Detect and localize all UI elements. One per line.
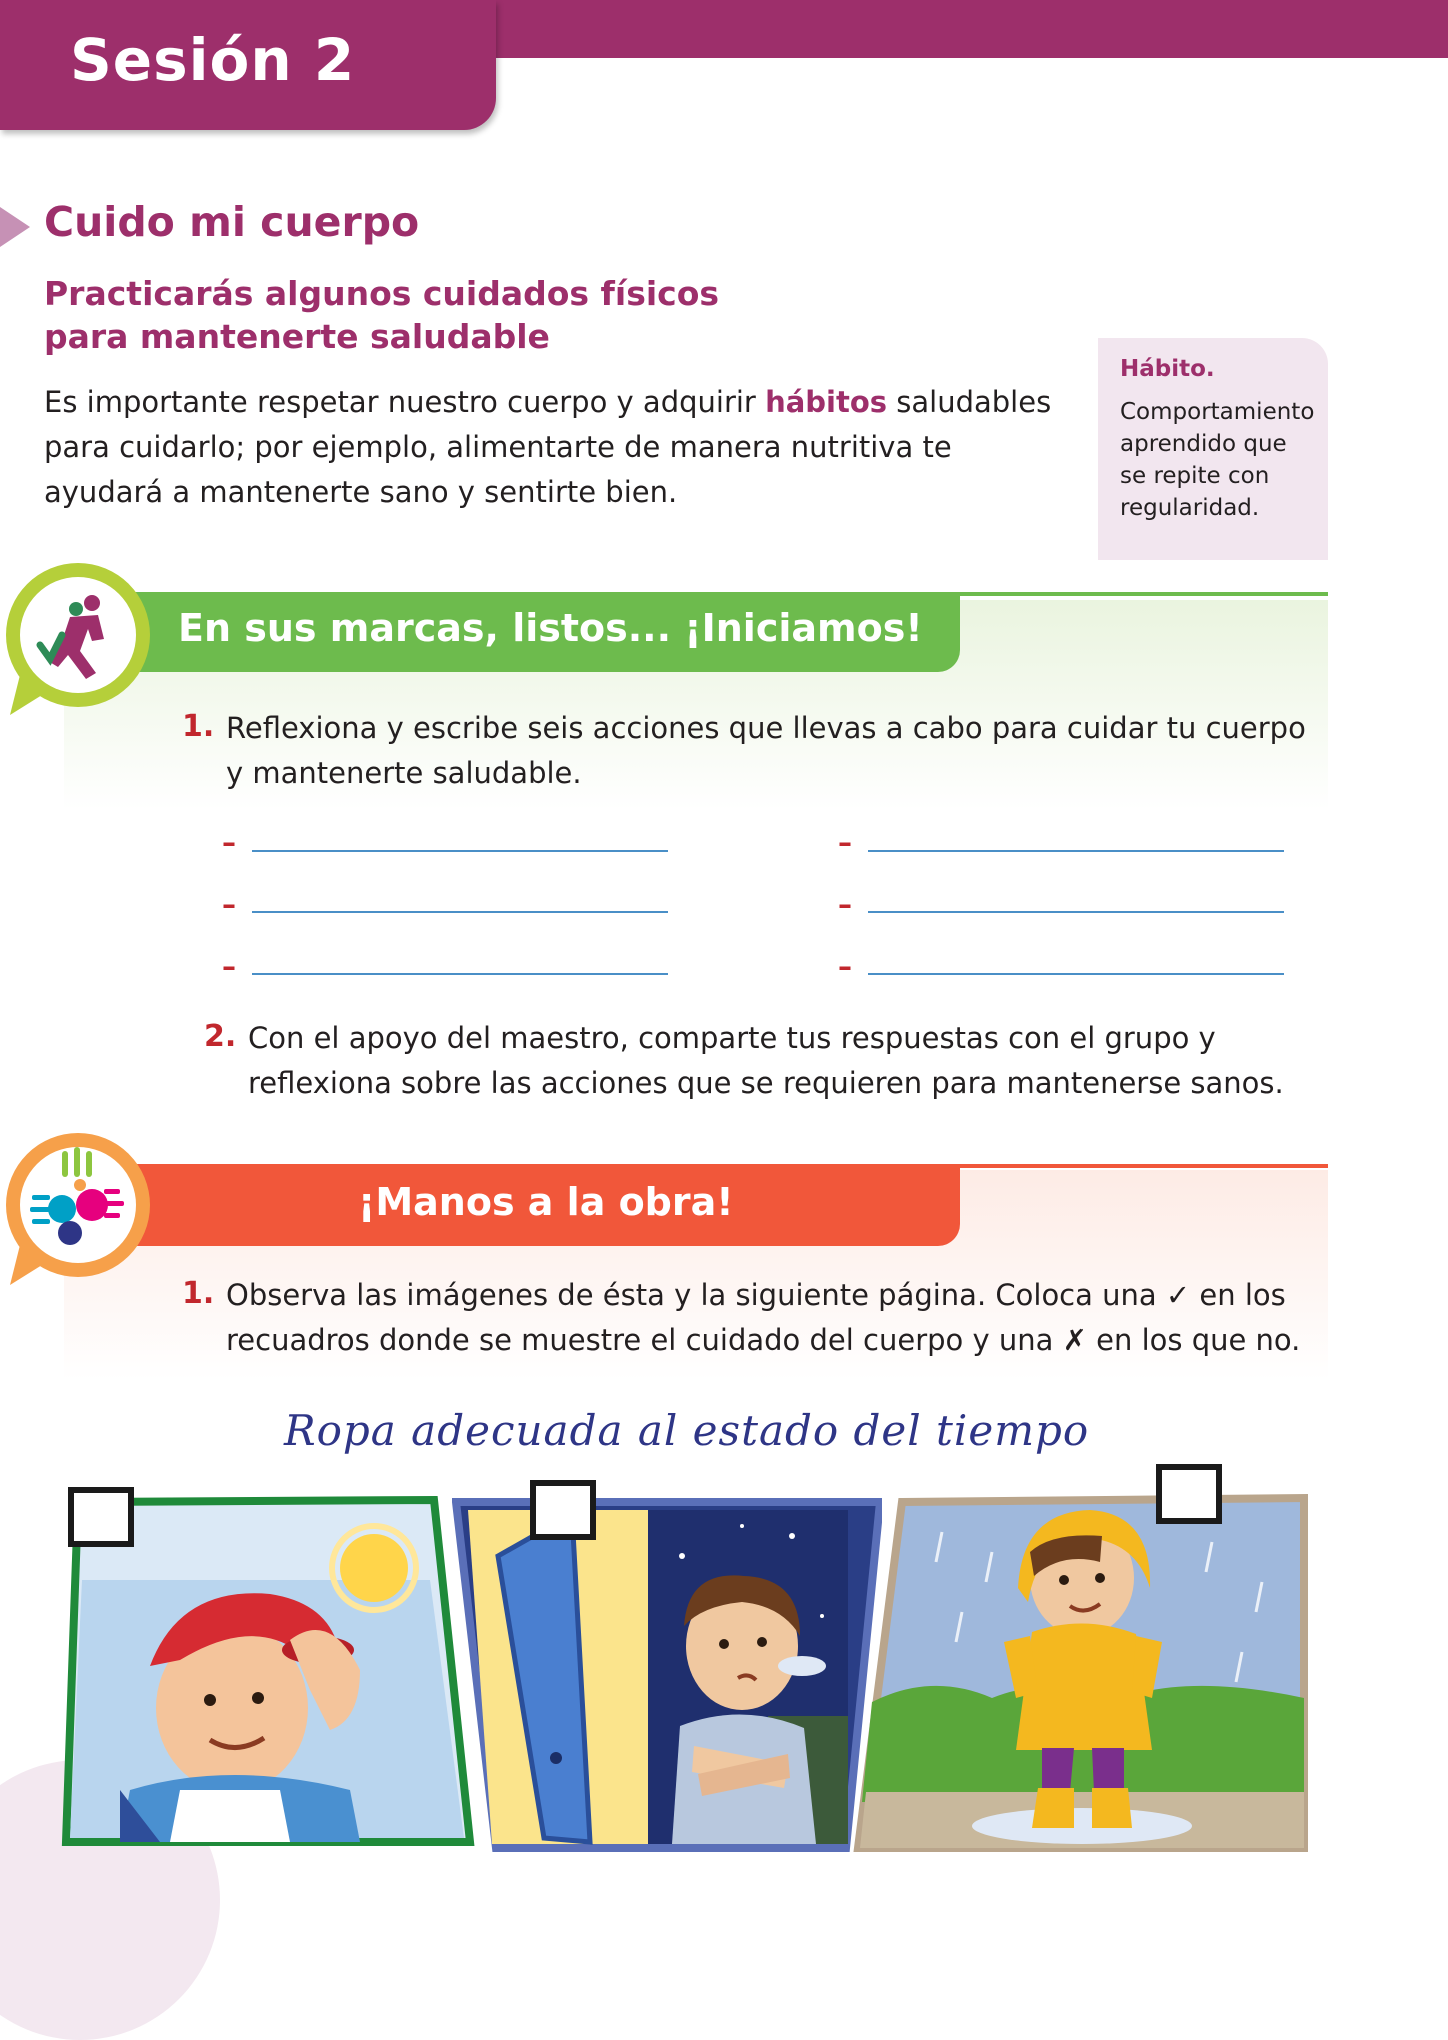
illustration-raincoat-girl (852, 1492, 1308, 1854)
section-work-badge (0, 1125, 160, 1295)
start-item-2-text: Con el apoyo del maestro, comparte tus respuestas con el grupo y reflexiona sobre las acciones que se requieren para mantenerse sanos. (248, 1021, 1284, 1100)
header-band (480, 0, 1448, 58)
answer-line-5[interactable] (252, 973, 668, 975)
subtitle-line-1: Practicarás algunos cuidados físicos (44, 274, 720, 313)
section-start-badge (0, 555, 160, 725)
activity-heading: Ropa adecuada al estado del tiempo (284, 1406, 1090, 1455)
blank-dash: – (838, 888, 852, 921)
blank-dash: – (838, 950, 852, 983)
answer-line-6[interactable] (868, 973, 1284, 975)
intro-highlight: hábitos (765, 385, 888, 419)
intro-paragraph (44, 380, 1064, 515)
answer-line-2[interactable] (868, 850, 1284, 852)
work-item-1-text: Observa las imágenes de ésta y la siguiente página. Coloca una ✓ en los recuadros donde se muestre el cuidado del cuerpo y una ✗ en los que no. (226, 1278, 1301, 1357)
start-item-1-text: Reflexiona y escribe seis acciones que llevas a cabo para cuidar tu cuerpo y mantenerte saludable. (226, 711, 1306, 790)
answer-checkbox-2[interactable] (530, 1480, 596, 1540)
subtitle-line-2: para mantenerte saludable (44, 317, 550, 356)
start-item-2-number: 2. (204, 1019, 237, 1054)
answer-checkbox-3[interactable] (1156, 1464, 1222, 1524)
intro-text-part1: Es importante respetar nuestro cuerpo y adquirir (44, 385, 766, 419)
blank-dash: – (222, 888, 236, 921)
answer-line-1[interactable] (252, 850, 668, 852)
glossary-term: Hábito. (1120, 356, 1215, 382)
section-start-title: En sus marcas, listos... ¡Iniciamos! (178, 606, 923, 650)
blank-dash: – (838, 826, 852, 859)
painted-hands-icon (0, 1125, 160, 1295)
answer-checkbox-1[interactable] (68, 1487, 134, 1547)
work-item-1-number: 1. (182, 1276, 215, 1311)
running-figures-icon (0, 555, 160, 725)
blank-dash: – (222, 826, 236, 859)
section-work-title: ¡Manos a la obra! (358, 1180, 734, 1224)
lesson-subtitle (44, 272, 804, 358)
blank-dash: – (222, 950, 236, 983)
start-item-1-number: 1. (182, 709, 215, 744)
glossary-definition: Comportamiento aprendido que se repite con regularidad. (1120, 399, 1315, 521)
answer-line-3[interactable] (252, 911, 668, 913)
answer-line-4[interactable] (868, 911, 1284, 913)
intro-text-part2: saludables para cuidarlo; por ejemplo, alimentarte de manera nutritiva te ayudará a mantenerte sano y sentirte bien. (44, 385, 1052, 509)
lesson-title: Cuido mi cuerpo (44, 198, 420, 246)
arrow-icon (0, 207, 30, 247)
session-title: Sesión 2 (70, 26, 356, 94)
illustration-cold-boy (452, 1496, 882, 1852)
